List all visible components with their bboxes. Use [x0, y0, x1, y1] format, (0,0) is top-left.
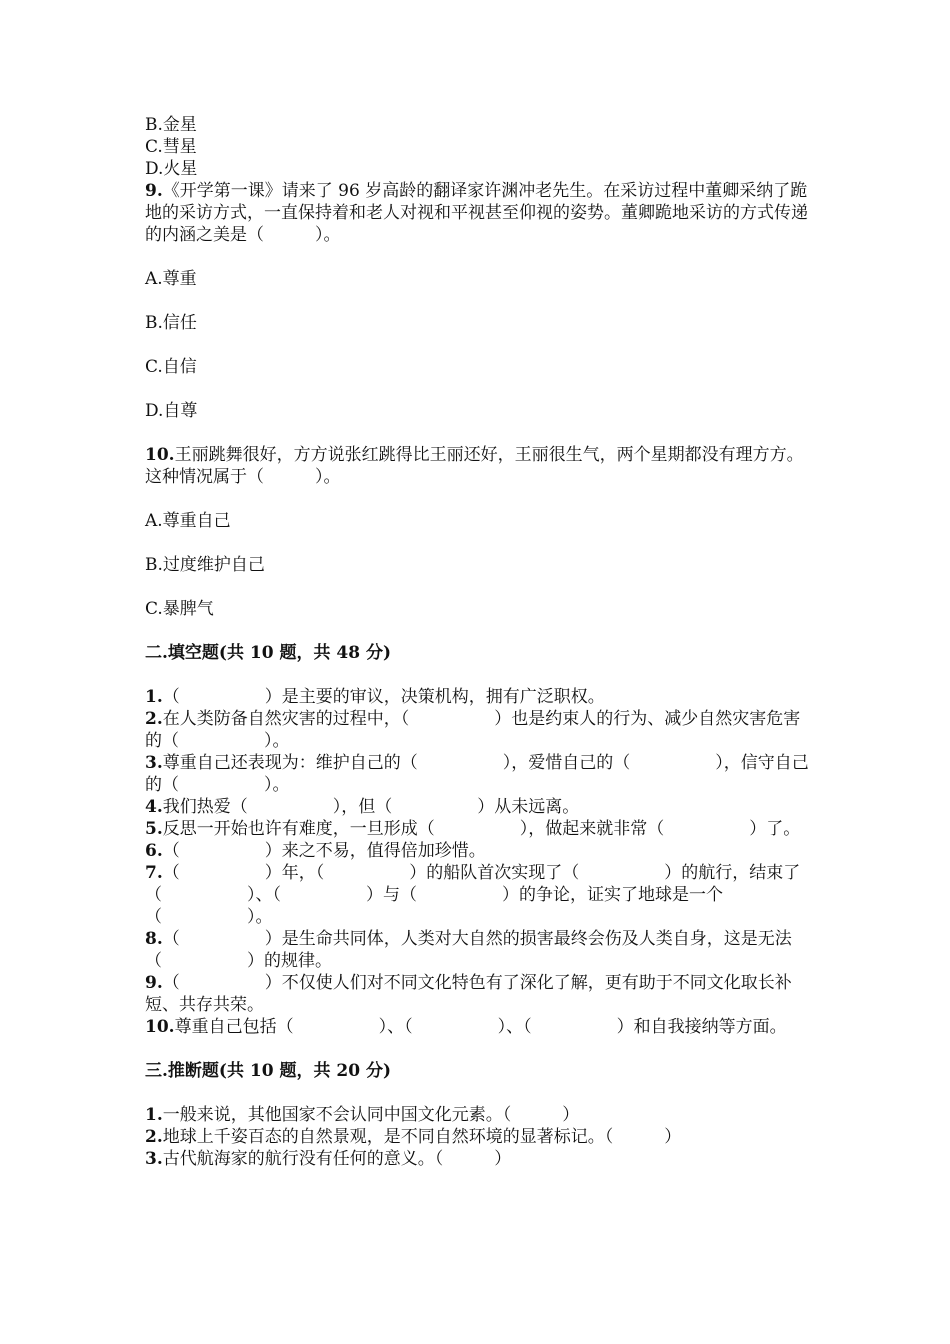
option: A.尊重: [145, 269, 197, 289]
fill-item: [145, 840, 815, 862]
option: C.彗星: [145, 137, 197, 157]
question-text: 《开学第一课》请来了 96 岁高龄的翻译家许渊冲老先生。在采访过程中董卿采纳了跪地的采访方式，一直保持着和老人对视和平视甚至仰视的姿势。董卿跪地采访的方式传递的内涵之美是（ ）。: [145, 181, 808, 245]
item-number: 3.: [145, 753, 163, 773]
question-10: [145, 444, 815, 488]
item-number: 4.: [145, 797, 163, 817]
question-number: 9.: [145, 181, 163, 201]
section-title: 三.推断题(共 10 题，共 20 分): [145, 1061, 391, 1081]
fill-item: [145, 928, 815, 972]
item-number: 9.: [145, 973, 163, 993]
section-title: 二.填空题(共 10 题，共 48 分): [145, 643, 391, 663]
item-number: 1.: [145, 687, 163, 707]
judge-item: [145, 1104, 815, 1126]
judge-item: [145, 1148, 815, 1170]
option: B.信任: [145, 313, 197, 333]
fill-item: [145, 752, 815, 796]
item-text: （ ）年，（ ）的船队首次实现了（ ）的航行，结束了（ ）、（ ）与（ ）的争论，证实了地球是一个（ ）。: [145, 863, 801, 927]
item-text: 反思一开始也许有难度，一旦形成（ ），做起来就非常（ ）了。: [162, 819, 801, 839]
item-text: （ ）来之不易，值得倍加珍惜。: [162, 841, 486, 861]
item-text: 地球上千姿百态的自然景观，是不同自然环境的显著标记。（ ）: [162, 1127, 682, 1147]
option: A.尊重自己: [145, 511, 231, 531]
item-number: 7.: [145, 863, 163, 883]
option: B.过度维护自己: [145, 555, 265, 575]
fill-item: [145, 1016, 815, 1038]
item-number: 3.: [145, 1149, 163, 1169]
fill-item: [145, 972, 815, 1016]
item-number: 6.: [145, 841, 163, 861]
fill-item: [145, 862, 815, 928]
item-text: 我们热爱（ ），但（ ）从未远离。: [162, 797, 580, 817]
item-number: 2.: [145, 709, 163, 729]
question-number: 10.: [145, 445, 175, 465]
item-text: （ ）不仅使人们对不同文化特色有了深化了解，更有助于不同文化取长补短、共存共荣。: [145, 973, 792, 1015]
item-number: 5.: [145, 819, 163, 839]
judge-item: [145, 1126, 815, 1148]
item-text: 在人类防备自然灾害的过程中，（ ）也是约束人的行为、减少自然灾害危害的（ ）。: [145, 709, 801, 751]
item-text: （ ）是生命共同体，人类对大自然的损害最终会伤及人类自身，这是无法（ ）的规律。: [145, 929, 792, 971]
exam-page: [145, 114, 815, 1170]
item-text: 一般来说，其他国家不会认同中国文化元素。（ ）: [162, 1105, 580, 1125]
item-text: 尊重自己还表现为：维护自己的（ ），爱惜自己的（ ），信守自己的（ ）。: [145, 753, 809, 795]
option: B.金星: [145, 115, 197, 135]
item-number: 10.: [145, 1017, 175, 1037]
option: D.自尊: [145, 401, 198, 421]
item-text: （ ）是主要的审议，决策机构，拥有广泛职权。: [162, 687, 605, 707]
item-number: 2.: [145, 1127, 163, 1147]
option: D.火星: [145, 159, 198, 179]
item-number: 1.: [145, 1105, 163, 1125]
item-text: 古代航海家的航行没有任何的意义。（ ）: [162, 1149, 512, 1169]
fill-item: [145, 708, 815, 752]
fill-item: [145, 686, 815, 708]
fill-item: [145, 796, 815, 818]
item-text: 尊重自己包括（ ）、（ ）、（ ）和自我接纳等方面。: [174, 1017, 787, 1037]
option: C.暴脾气: [145, 599, 214, 619]
fill-item: [145, 818, 815, 840]
question-9: [145, 180, 815, 246]
question-text: 王丽跳舞很好，方方说张红跳得比王丽还好，王丽很生气，两个星期都没有理方方。这种情况属于（ ）。: [145, 445, 804, 487]
item-number: 8.: [145, 929, 163, 949]
option: C.自信: [145, 357, 197, 377]
